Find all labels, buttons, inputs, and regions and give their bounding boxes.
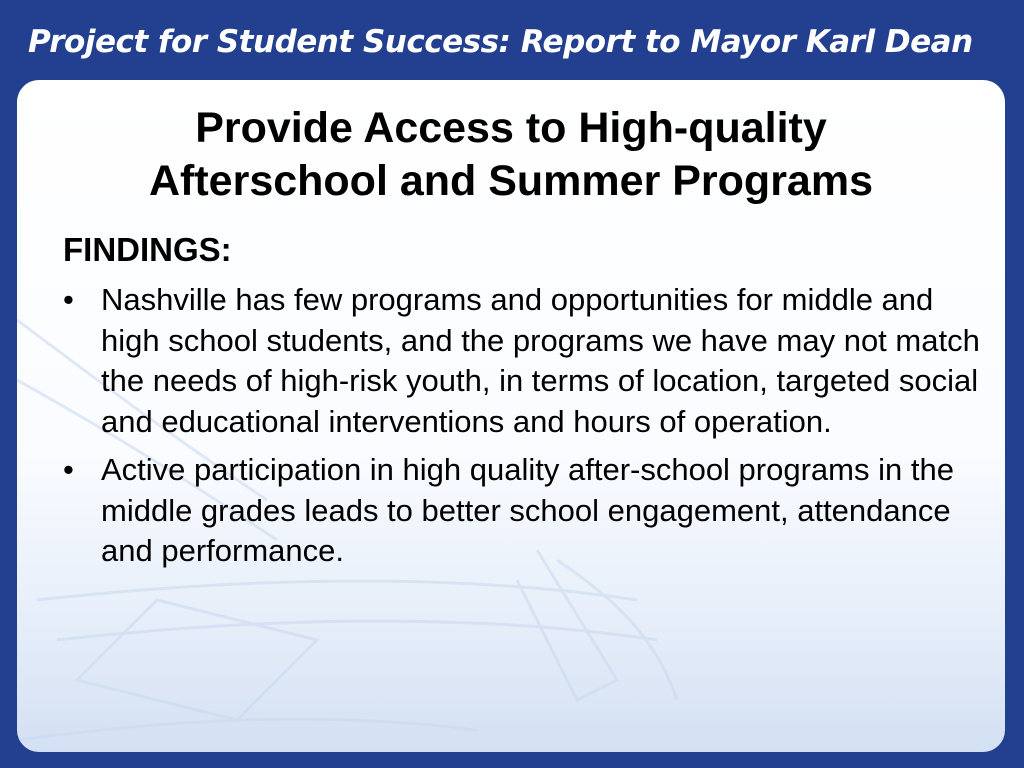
slide-heading-line-1: Provide Access to High-quality <box>195 104 827 152</box>
slide-heading <box>57 102 965 208</box>
findings-list <box>63 280 983 580</box>
slide-heading-line-2: Afterschool and Summer Programs <box>148 157 873 205</box>
bullet-icon: • <box>63 452 74 487</box>
finding-text: Nashville has few programs and opportunities for middle and high school students, and the programs we have may not match the needs of high-risk youth, in terms of location, targeted social and educational interventions and hours of operation. <box>101 282 980 439</box>
content-panel <box>17 80 1005 752</box>
finding-text: Active participation in high quality after-school programs in the middle grades leads to better school engagement, attendance and performance. <box>101 452 954 568</box>
bullet-icon: • <box>63 282 74 317</box>
finding-item <box>63 280 983 442</box>
header-title: Project for Student Success: Report to Mayor Karl Dean <box>28 24 973 60</box>
findings-label: FINDINGS: <box>63 231 232 268</box>
finding-item <box>63 450 983 572</box>
